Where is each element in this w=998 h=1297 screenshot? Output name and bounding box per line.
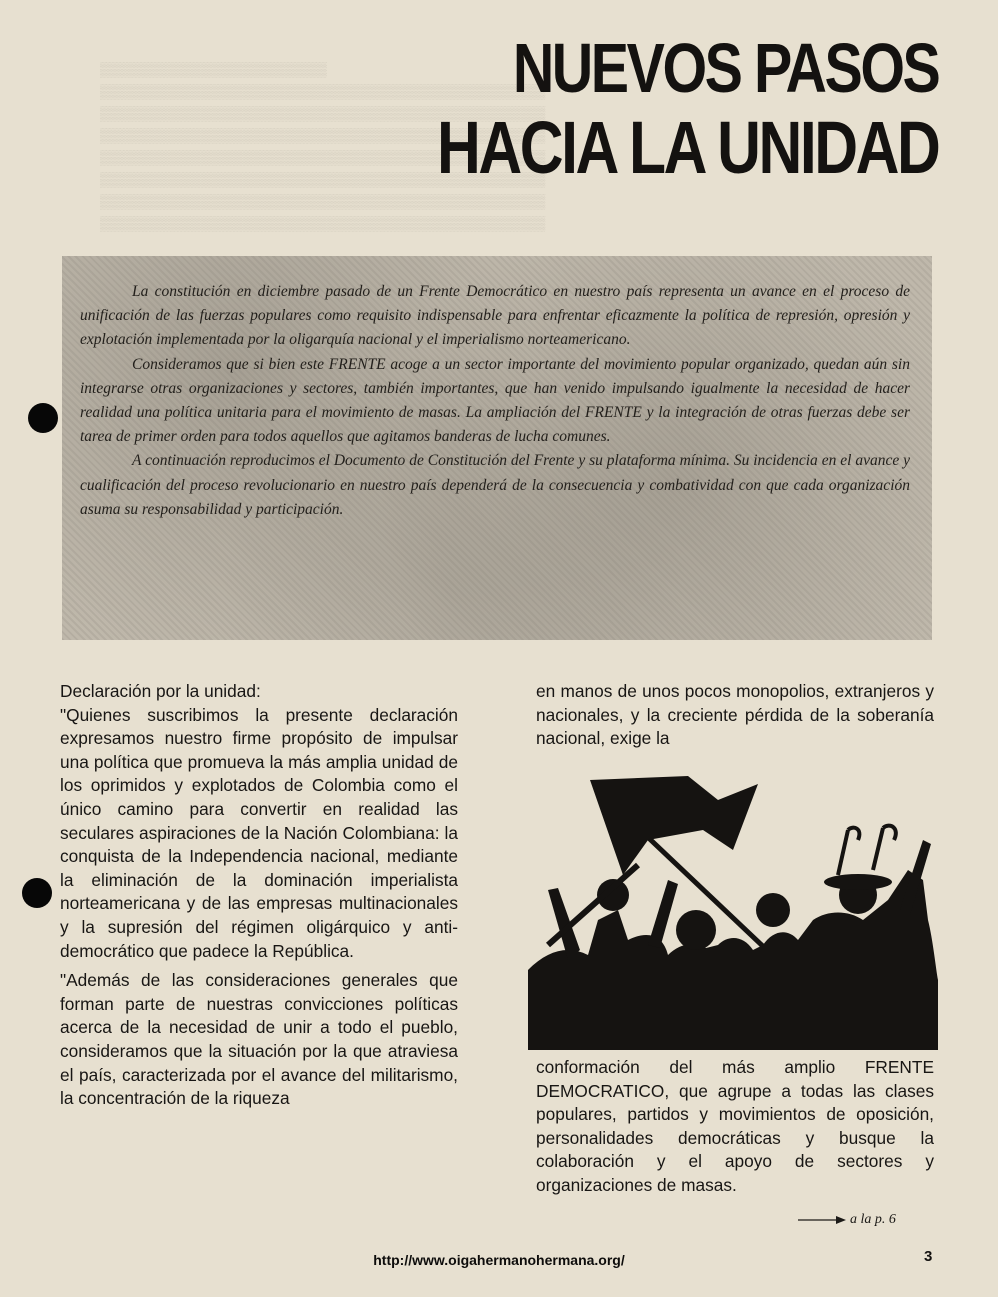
page-number: 3 <box>924 1248 933 1265</box>
intro-paragraph: La constitución en diciembre pasado de un Frente Democrático en nuestro país representa un avance en el proceso de unificación de las fuerzas populares como requisito indispensable para enfrentar eficazmente la política de represión, opresión y explotación implementada por la oligarquía nacional y el imperialismo norteamericano. <box>80 283 910 349</box>
right-column-text: en manos de unos pocos monopolios, extranjeros y nacionales, y la creciente pérdida de la soberanía nacional, exige la <box>536 681 934 749</box>
headline-line-2: HACIA LA UNIDAD <box>436 106 938 189</box>
continued-label: a la p. 6 <box>850 1212 896 1227</box>
right-column-top <box>536 680 934 751</box>
punch-hole-icon <box>22 878 52 908</box>
declaration-paragraph: "Además de las consideraciones generales que forman parte de nuestras convicciones políticas acerca de la necesidad de unir a todo el pueblo, consideramos que la situación por la que atraviesa el país, caracterizada por el avance del militarismo, la concentración de la riqueza <box>60 970 458 1109</box>
continued-reference <box>798 1212 896 1228</box>
left-column <box>60 680 458 1111</box>
intro-text <box>80 280 910 522</box>
declaration-heading: Declaración por la unidad: <box>60 681 261 701</box>
right-column-text: conformación del más amplio FRENTE DEMOCRATICO, que agrupe a todas las clases populares, partidos y movimientos de oposición, personalidades democráticas y busque la colaboración y el apoyo de sectores y organizaciones de masas. <box>536 1057 934 1195</box>
punch-hole-icon <box>28 403 58 433</box>
crowd-with-flag-illustration <box>528 770 938 1050</box>
arrow-right-icon <box>798 1215 846 1225</box>
declaration-paragraph: "Quienes suscribimos la presente declaración expresamos nuestro firme propósito de impulsar una política que promueva la más amplia unidad de los oprimidos y explotados de Colombia como el único camino para convertir en realidad las seculares aspiraciones de la Nación Colombiana: la conquista de la Independencia nacional, mediante la eliminación de la dominación imperialista norteamericana y de las empresas multinacionales y la supresión del régimen oligárquico y anti-democrático que padece la República. <box>60 704 458 961</box>
right-column-bottom <box>536 1056 934 1198</box>
intro-paragraph: A continuación reproducimos el Documento de Constitución del Frente y su plataforma mínima. Su incidencia en el avance y cualificación del proceso revolucionario en nuestro país dependerá de la consecuencia y combatividad con que cada organización asuma su responsabilidad y participación. <box>80 452 910 518</box>
intro-paragraph: Consideramos que si bien este FRENTE acoge a un sector importante del movimiento popular organizado, quedan aún sin integrarse otras organizaciones y sectores, también importantes, que han venido impulsando igualmente la necesidad de hacer realidad una política unitaria para el movimiento de masas. La ampliación del FRENTE y la integración de otras fuerzas debe ser tarea de primer orden para todos aquellos que agitamos banderas de lucha comunes. <box>80 355 910 446</box>
article-headline <box>437 30 938 190</box>
headline-line-1: NUEVOS PASOS <box>512 29 938 107</box>
bleed-through-texture: ▒▒▒▒▒▒▒▒▒▒▒▒▒▒▒▒▒▒▒▒▒▒▒▒▒▒▒ ▒▒▒▒▒▒▒▒▒▒▒▒▒▒▒▒▒▒▒▒▒▒▒▒▒▒▒▒▒▒▒▒▒▒▒▒▒▒▒▒▒▒▒▒▒▒▒▒▒▒▒▒▒ ▒▒▒▒▒▒▒▒▒▒▒▒▒▒▒▒▒▒▒▒▒▒▒▒▒▒▒▒▒▒▒▒▒▒▒▒▒▒▒▒▒▒▒▒▒▒▒▒▒▒▒▒▒ ▒▒▒▒▒▒▒▒▒▒▒▒▒▒▒▒▒▒▒▒▒▒▒▒▒▒▒▒▒▒▒▒▒▒▒▒▒▒▒▒▒▒▒▒▒▒▒▒▒▒▒▒▒ ▒▒▒▒▒▒▒▒▒▒▒▒▒▒▒▒▒▒▒▒▒▒▒▒▒▒▒▒▒▒▒▒▒▒▒▒▒▒▒▒▒▒▒▒▒▒▒▒▒▒▒▒▒ ▒▒▒▒▒▒▒▒▒▒▒▒▒▒▒▒▒▒▒▒▒▒▒▒▒▒▒▒▒▒▒▒▒▒▒▒▒▒▒▒▒▒▒▒▒▒▒▒▒▒▒▒▒ ▒▒▒▒▒▒▒▒▒▒▒▒▒▒▒▒▒▒▒▒▒▒▒▒▒▒▒▒▒▒▒▒▒▒▒▒▒▒▒▒▒▒▒▒▒▒▒▒▒▒▒▒▒ ▒▒▒▒▒▒▒▒▒▒▒▒▒▒▒▒▒▒▒▒▒▒▒▒▒▒▒▒▒▒▒▒▒▒▒▒▒▒▒▒▒▒▒▒▒▒▒▒▒▒▒▒▒ <box>100 63 546 233</box>
footer-url: http://www.oigahermanohermana.org/ <box>373 1252 625 1268</box>
